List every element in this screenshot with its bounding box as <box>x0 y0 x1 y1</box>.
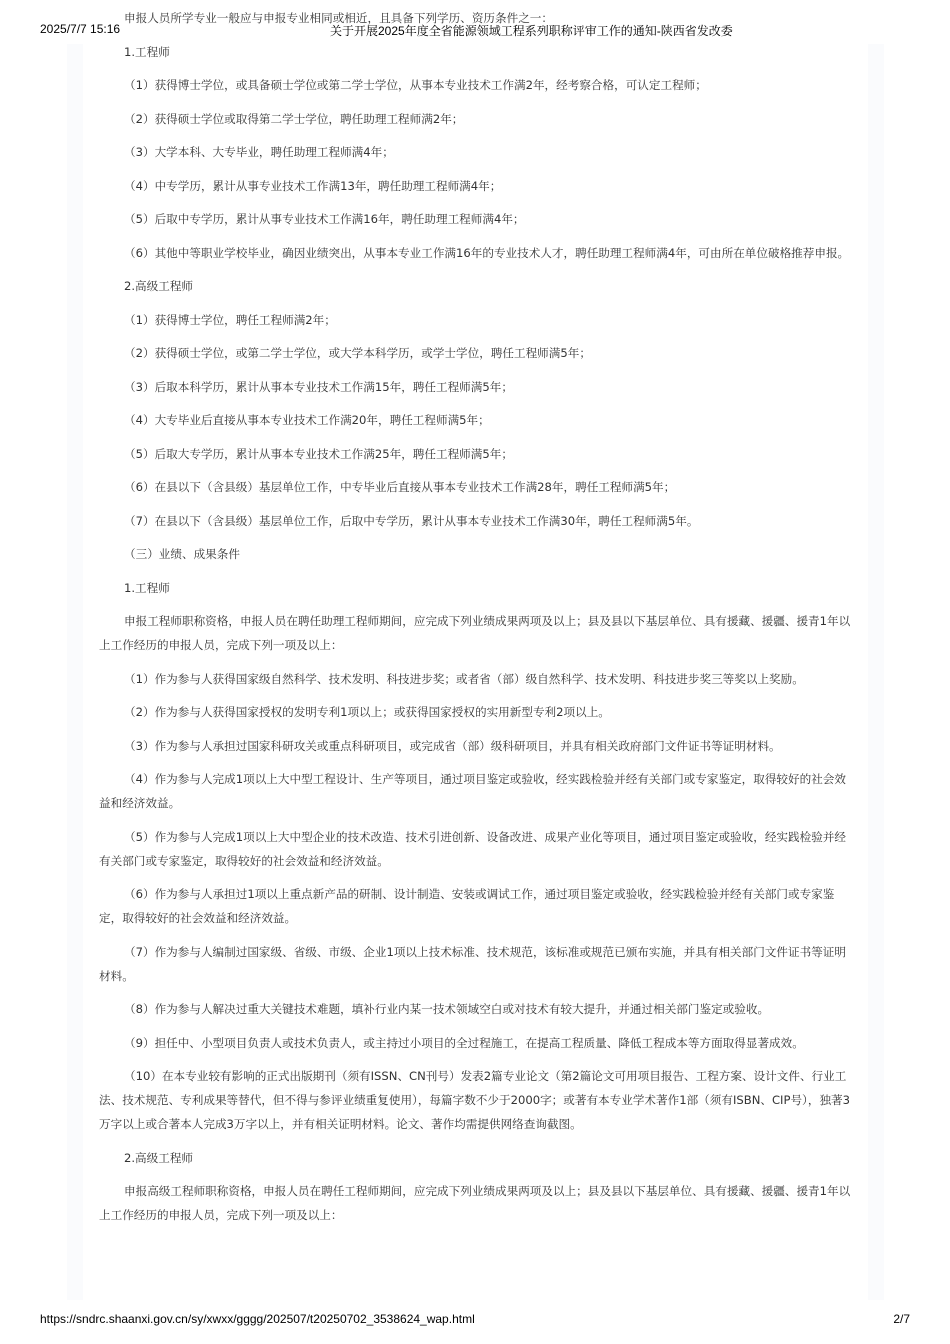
article-paragraph: 申报工程师职称资格，申报人员在聘任助理工程师期间，应完成下列业绩成果两项及以上；县及县以下基层单位、具有援藏、援疆、援青1年以上工作经历的申报人员，完成下列一项及以上： <box>99 614 851 652</box>
article-paragraph: （9）担任中、小型项目负责人或技术负责人，或主持过小项目的全过程施工，在提高工程质量、降低工程成本等方面取得显著成效。 <box>124 1035 804 1050</box>
article-paragraph: （6）在县以下（含县级）基层单位工作，中专毕业后直接从事本专业技术工作满28年，聘任工程师满5年； <box>124 480 676 494</box>
article-paragraph: （5）作为参与人完成1项以上大中型企业的技术改造、技术引进创新、设备改进、成果产业化等项目，通过项目鉴定或验收，经实践检验并经有关部门或专家鉴定，取得较好的社会效益和经济效益。 <box>99 829 846 868</box>
article-paragraph: （4）中专学历，累计从事专业技术工作满13年，聘任助理工程师满4年； <box>124 178 502 193</box>
article-paragraph: （三）业绩、成果条件 <box>124 547 240 561</box>
article-paragraph: （1）获得博士学位，或具备硕士学位或第二学士学位，从事本专业技术工作满2年，经考察合格，可认定工程师； <box>124 78 707 92</box>
article-paragraph: （3）作为参与人承担过国家科研攻关或重点科研项目，或完成省（部）级科研项目，并具有相关政府部门文件证书等证明材料。 <box>124 738 781 753</box>
article-paragraph: （10）在本专业较有影响的正式出版期刊（须有ISSN、CN刊号）发表2篇专业论文（第2篇论文可用项目报告、工程方案、设计文件、行业工法、技术规范、专利成果等替代，但不得与参评业绩重复使用），每篇字数不少于2000字；或著有本专业学术著作1部（须有ISBN、CIP号），独著3万字以上或合著本人完成3万字以上，并有相关证明材料。论文、著作均需提供网络查询截图。 <box>99 1069 851 1131</box>
article-paragraph: 2.高级工程师 <box>124 1150 194 1165</box>
article-paragraph: （4）大专毕业后直接从事本专业技术工作满20年，聘任工程师满5年； <box>124 413 490 427</box>
page-number: 2/7 <box>893 1312 910 1326</box>
article-paragraph: （2）获得硕士学位，或第二学士学位，或大学本科学历，或学士学位，聘任工程师满5年； <box>124 346 591 360</box>
article-paragraph: 1.工程师 <box>124 580 170 595</box>
article-body <box>99 6 851 1227</box>
print-footer <box>40 1312 910 1328</box>
article-paragraph: （6）其他中等职业学校毕业，确因业绩突出，从事本专业工作满16年的专业技术人才，聘任助理工程师满4年，可由所在单位破格推荐申报。 <box>124 245 850 260</box>
article-paragraph: （3）后取本科学历，累计从事本专业技术工作满15年，聘任工程师满5年； <box>124 379 513 394</box>
article-paragraph: （7）作为参与人编制过国家级、省级、市级、企业1项以上技术标准、技术规范，该标准或规范已颁布实施，并具有相关部门文件证书等证明材料。 <box>99 944 846 983</box>
article-paragraph: 1.工程师 <box>124 44 170 59</box>
article-paragraph: （5）后取中专学历，累计从事专业技术工作满16年，聘任助理工程师满4年； <box>124 212 525 226</box>
article-paragraph: （8）作为参与人解决过重大关键技术难题，填补行业内某一技术领域空白或对技术有较大提升，并通过相关部门鉴定或验收。 <box>124 1002 770 1016</box>
article-paragraph: 申报高级工程师职称资格，申报人员在聘任工程师期间，应完成下列业绩成果两项及以上；县及县以下基层单位、具有援藏、援疆、援青1年以上工作经历的申报人员，完成下列一项及以上： <box>99 1184 851 1222</box>
article-paragraph: （2）作为参与人获得国家授权的发明专利1项以上；或获得国家授权的实用新型专利2项以上。 <box>124 705 610 719</box>
print-datetime: 2025/7/7 15:16 <box>40 22 121 36</box>
page-url[interactable]: https://sndrc.shaanxi.gov.cn/sy/xwxx/gggg/202507/t20250702_3538624_wap.html <box>40 1312 475 1326</box>
article-paragraph: （4）作为参与人完成1项以上大中型工程设计、生产等项目，通过项目鉴定或验收，经实践检验并经有关部门或专家鉴定，取得较好的社会效益和经济效益。 <box>99 772 846 810</box>
article-paragraph: 申报人员所学专业一般应与申报专业相同或相近，且具备下列学历、资历条件之一： <box>124 11 553 25</box>
article-paragraph: （3）大学本科、大专毕业，聘任助理工程师满4年； <box>124 145 394 159</box>
article-paragraph: （1）获得博士学位，聘任工程师满2年； <box>124 312 336 327</box>
article-paragraph: （6）作为参与人承担过1项以上重点新产品的研制、设计制造、安装或调试工作，通过项目鉴定或验收，经实践检验并经有关部门或专家鉴定，取得较好的社会效益和经济效益。 <box>99 887 835 925</box>
article-paragraph: 2.高级工程师 <box>124 279 194 293</box>
article-paragraph: （2）获得硕士学位或取得第二学士学位，聘任助理工程师满2年； <box>124 111 464 126</box>
page-title: 关于开展2025年度全省能源领域工程系列职称评审工作的通知-陕西省发改委 <box>330 24 733 38</box>
article-paragraph: （7）在县以下（含县级）基层单位工作，后取中专学历，累计从事本专业技术工作满30年，聘任工程师满5年。 <box>124 513 699 528</box>
article-paragraph: （1）作为参与人获得国家级自然科学、技术发明、科技进步奖；或者省（部）级自然科学、技术发明、科技进步奖三等奖以上奖励。 <box>124 671 804 686</box>
article-paragraph: （5）后取大专学历，累计从事本专业技术工作满25年，聘任工程师满5年； <box>124 446 513 461</box>
